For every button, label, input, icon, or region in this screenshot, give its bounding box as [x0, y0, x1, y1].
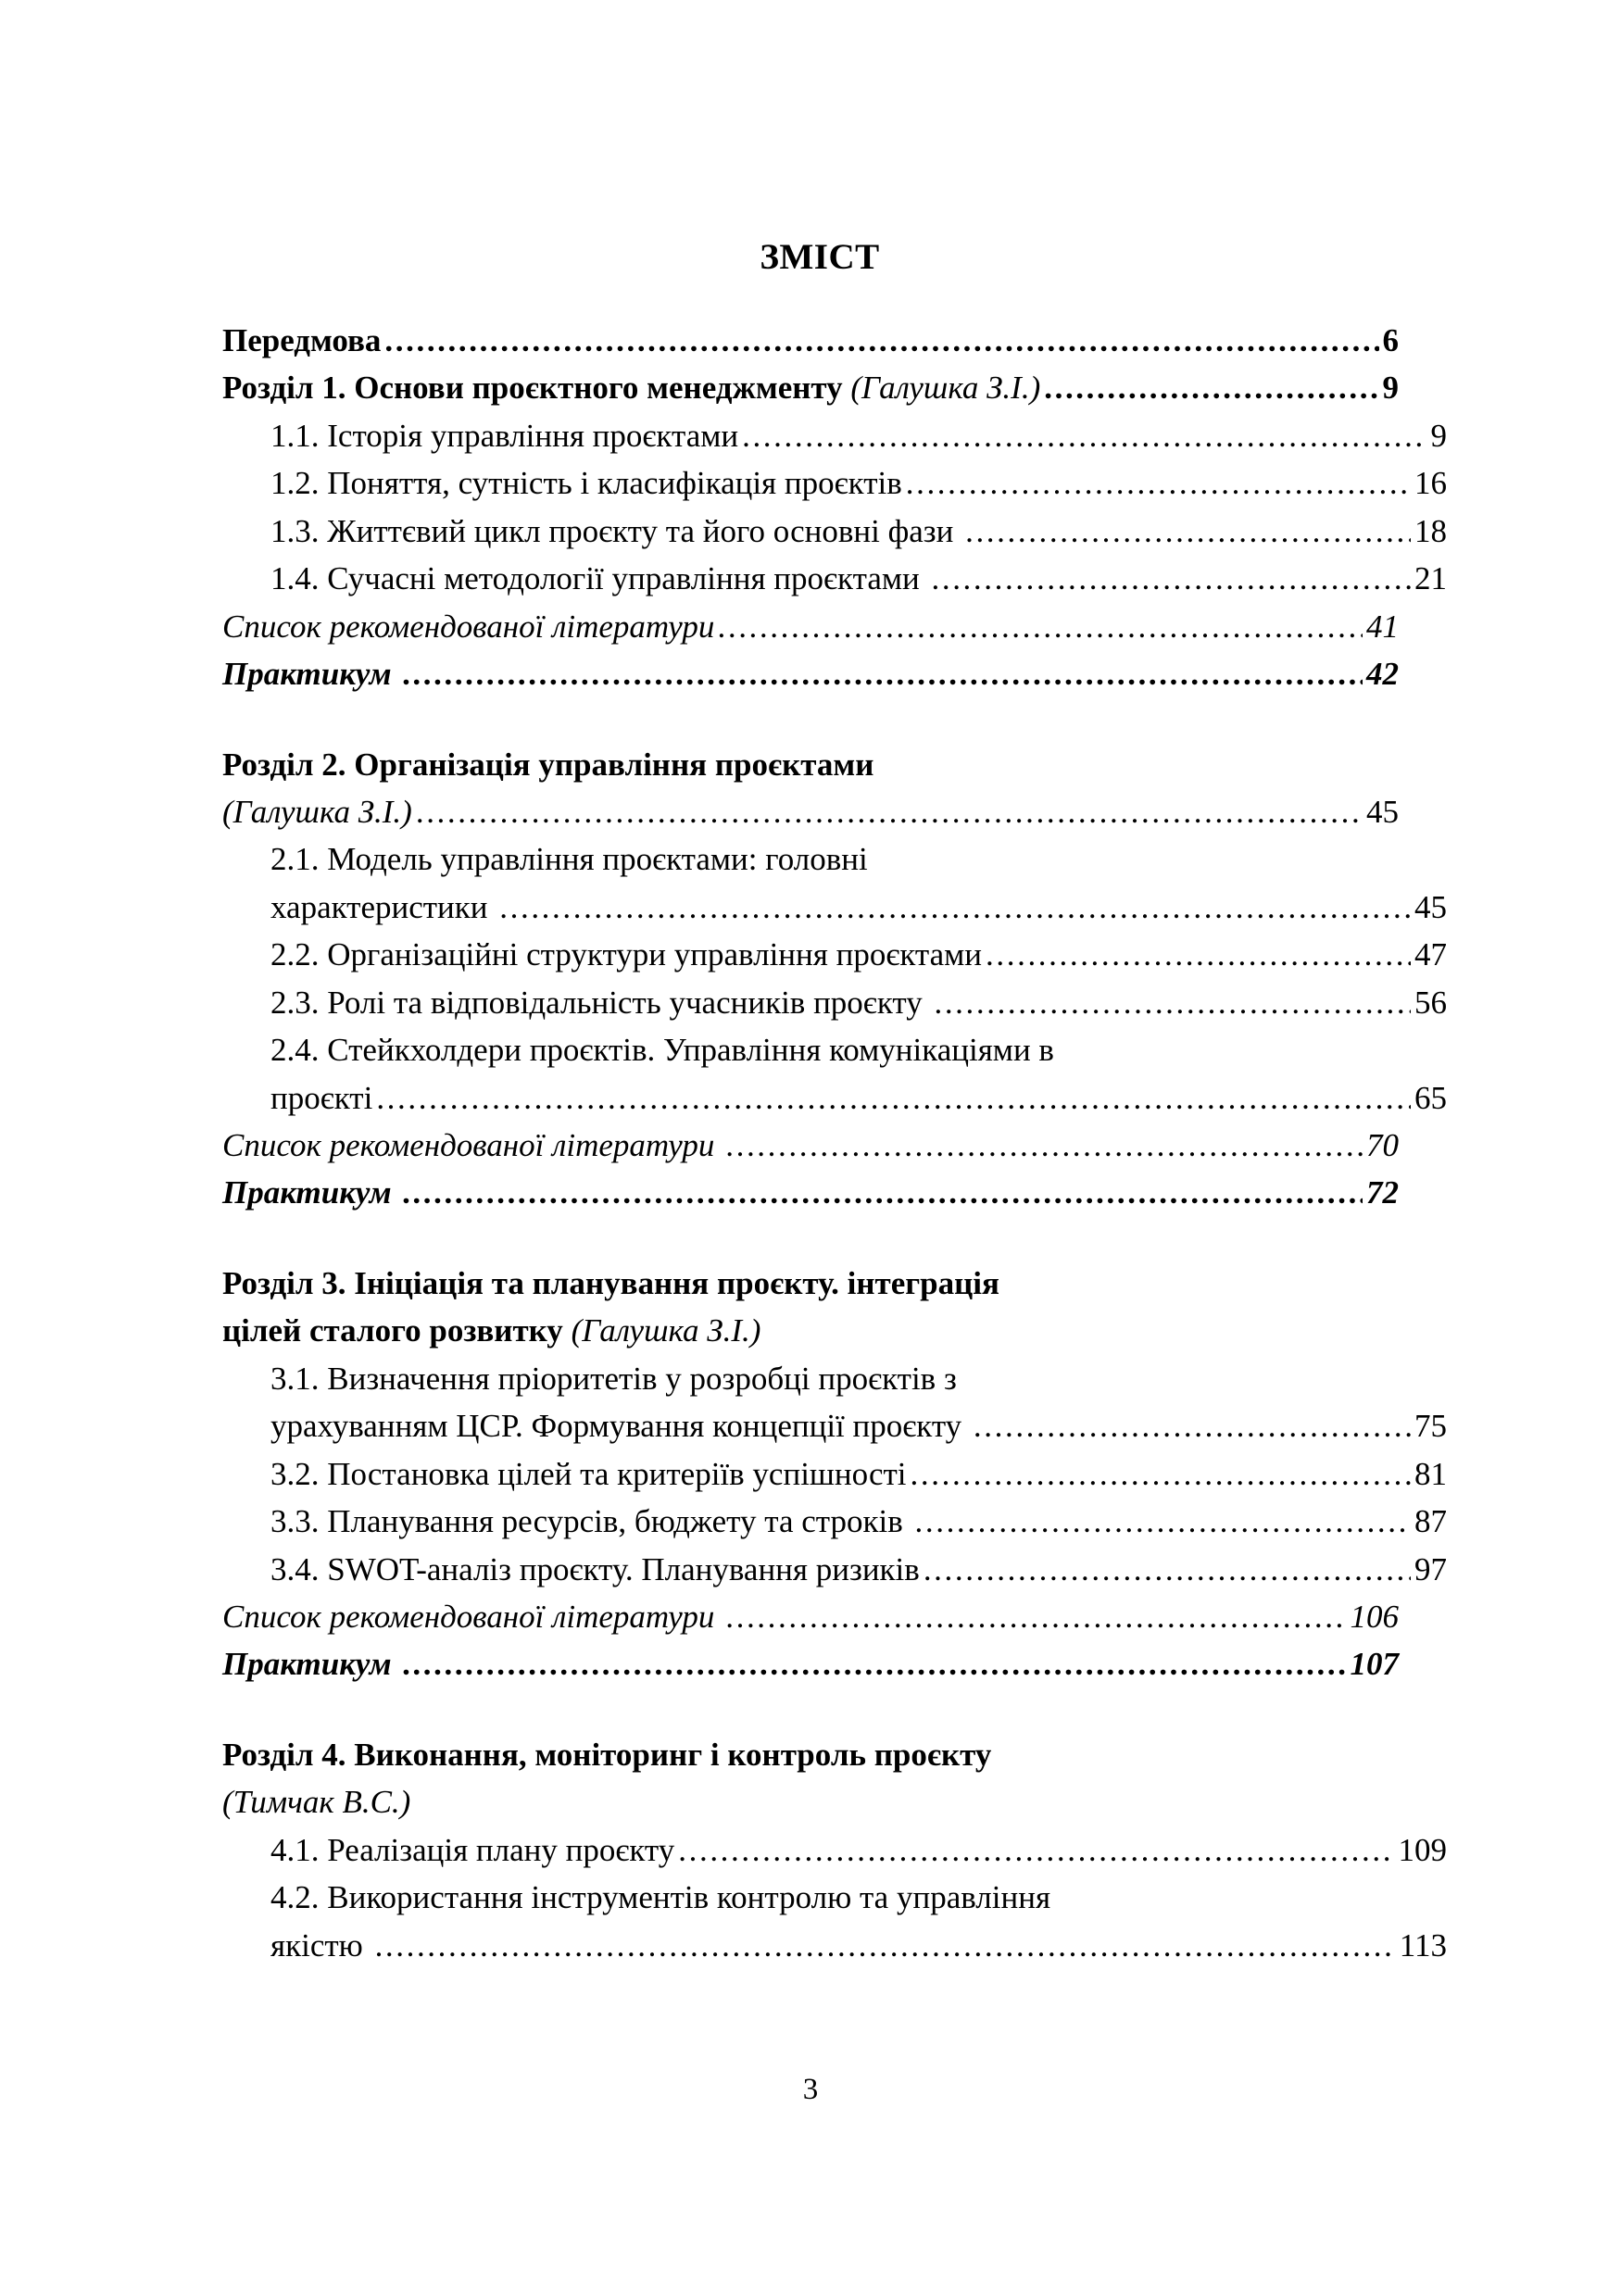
toc-entry-label: 1.1. Історія управління проєктами: [270, 417, 739, 454]
toc-subsection-entry[interactable]: [222, 412, 1447, 459]
toc-entry-label: 3.2. Постановка цілей та критеріїв успішності: [270, 1455, 907, 1492]
toc-practicum-entry[interactable]: [222, 1169, 1399, 1216]
dot-leader: [384, 317, 1378, 364]
toc-entry-label: Практикум: [222, 1174, 400, 1211]
toc-list: [222, 317, 1447, 1969]
toc-literature-entry[interactable]: [222, 1593, 1399, 1640]
toc-entry-label: проєкті: [270, 1079, 373, 1116]
toc-entry-label: Розділ 3. Ініціація та планування проєкту. інтеграція: [222, 1264, 999, 1301]
toc-entry-label: 3.3. Планування ресурсів, бюджету та строків: [270, 1503, 911, 1540]
toc-entry-page-number: 109: [1398, 1831, 1447, 1868]
toc-subsection-entry[interactable]: [222, 1546, 1447, 1593]
toc-subsection-entry-line1[interactable]: [222, 1874, 1399, 1921]
toc-entry-page-number: 9: [1382, 370, 1399, 407]
toc-subsection-entry-line1[interactable]: [222, 1355, 1399, 1402]
toc-subsection-entry-line2[interactable]: [222, 1402, 1447, 1449]
toc-entry-page-number: 45: [1414, 888, 1447, 925]
toc-subsection-entry[interactable]: [222, 979, 1447, 1026]
toc-chapter-author-line[interactable]: [222, 1778, 1399, 1826]
dot-leader: [726, 1122, 1363, 1169]
toc-chapter-entry-line1[interactable]: [222, 1260, 1399, 1307]
dot-leader: [965, 508, 1411, 555]
dot-leader: [403, 650, 1363, 697]
toc-entry-page-number: 106: [1350, 1598, 1399, 1635]
dot-leader: [932, 555, 1412, 602]
toc-subsection-entry[interactable]: [222, 508, 1447, 555]
toc-entry-page-number: 87: [1414, 1503, 1447, 1540]
dot-leader: [403, 1640, 1346, 1687]
toc-entry-label: 2.1. Модель управління проєктами: головні: [270, 841, 868, 878]
toc-subsection-entry[interactable]: [222, 1498, 1447, 1545]
toc-subsection-entry[interactable]: [222, 555, 1447, 602]
toc-entry-page-number: 18: [1414, 512, 1447, 549]
toc-entry-page-number: 21: [1414, 560, 1447, 597]
toc-entry-page-number: 97: [1414, 1550, 1447, 1587]
toc-entry-page-number: 47: [1414, 936, 1447, 973]
dot-leader: [376, 1074, 1411, 1122]
page-title: ЗМІСТ: [760, 237, 880, 277]
dot-leader: [911, 1450, 1411, 1498]
dot-leader: [375, 1922, 1396, 1969]
dot-leader: [934, 979, 1411, 1026]
toc-entry-page-number: 16: [1414, 465, 1447, 502]
toc-entry-label: якістю: [270, 1926, 371, 1964]
dot-leader: [403, 1169, 1363, 1216]
toc-entry-label: Розділ 1. Основи проєктного менеджменту: [222, 370, 851, 407]
toc-entry-label: 4.1. Реалізація плану проєкту: [270, 1831, 675, 1868]
toc-subsection-entry-line2[interactable]: [222, 1074, 1447, 1122]
section-spacer: [222, 1688, 1399, 1731]
toc-entry-page-number: 75: [1414, 1408, 1447, 1445]
dot-leader: [1044, 364, 1378, 411]
toc-entry-page-number: 65: [1414, 1079, 1447, 1116]
toc-subsection-entry[interactable]: [222, 1450, 1447, 1498]
toc-entry-label: цілей сталого розвитку: [222, 1312, 572, 1349]
toc-subsection-entry[interactable]: [222, 459, 1447, 507]
toc-entry-label: Список рекомендованої літератури: [222, 608, 715, 645]
toc-entry-label: Список рекомендованої літератури: [222, 1598, 723, 1635]
toc-subsection-entry-line2[interactable]: [222, 884, 1447, 931]
toc-entry-page-number: 56: [1414, 984, 1447, 1021]
toc-entry-label: 1.3. Життєвий цикл проєкту та його основні фази: [270, 512, 962, 549]
toc-practicum-entry[interactable]: [222, 650, 1399, 697]
dot-leader: [986, 931, 1411, 978]
toc-entry-label: 1.4. Сучасні методології управління проєктами: [270, 560, 928, 597]
dot-leader: [924, 1546, 1411, 1593]
toc-chapter-entry[interactable]: [222, 364, 1399, 411]
toc-entry-page-number: 42: [1366, 656, 1399, 693]
toc-entry-label: Практикум: [222, 656, 400, 693]
toc-chapter-entry[interactable]: [222, 317, 1399, 364]
dot-leader: [499, 884, 1411, 931]
toc-chapter-entry-line2[interactable]: [222, 1307, 1399, 1354]
toc-entry-label: 1.2. Поняття, сутність і класифікація проєктів: [270, 465, 902, 502]
page-folio: 3: [802, 2073, 819, 2106]
toc-entry-page-number: 72: [1366, 1174, 1399, 1211]
toc-entry-label: Список рекомендованої літератури: [222, 1127, 723, 1163]
toc-entry-page-number: 107: [1350, 1646, 1399, 1683]
dot-leader: [678, 1826, 1394, 1874]
toc-entry-label: 2.3. Ролі та відповідальність учасників проєкту: [270, 984, 931, 1021]
toc-entry-author: (Галушка З.І.): [850, 370, 1041, 407]
toc-entry-label: Розділ 2. Організація управління проєктами: [222, 746, 874, 783]
dot-leader: [974, 1402, 1411, 1449]
toc-literature-entry[interactable]: [222, 603, 1399, 650]
toc-entry-author: (Галушка З.І.): [571, 1312, 761, 1349]
toc-entry-label: урахуванням ЦСР. Формування концепції проєкту: [270, 1408, 970, 1445]
toc-entry-label: 2.2. Організаційні структури управління проєктами: [270, 936, 983, 973]
toc-subsection-entry-line1[interactable]: [222, 1026, 1399, 1073]
toc-entry-page-number: 41: [1366, 608, 1399, 645]
toc-chapter-entry-line1[interactable]: [222, 1731, 1399, 1778]
toc-entry-page-number: 81: [1414, 1455, 1447, 1492]
toc-subsection-entry[interactable]: [222, 931, 1447, 978]
toc-entry-label: 2.4. Стейкхолдери проєктів. Управління комунікаціями в: [270, 1032, 1054, 1069]
section-spacer: [222, 698, 1399, 741]
dot-leader: [742, 412, 1426, 459]
toc-entry-page-number: 9: [1430, 417, 1447, 454]
toc-entry-label: характеристики: [270, 888, 496, 925]
toc-entry-label: Передмова: [222, 322, 382, 358]
dot-leader: [906, 459, 1411, 507]
toc-entry-label: 3.4. SWOT-аналіз проєкту. Планування ризиків: [270, 1550, 920, 1587]
toc-practicum-entry[interactable]: [222, 1640, 1399, 1687]
toc-entry-page-number: 45: [1366, 793, 1399, 830]
toc-entry-author: (Тимчак В.С.): [222, 1784, 411, 1821]
toc-subsection-entry-line1[interactable]: [222, 835, 1399, 883]
toc-chapter-entry-line1[interactable]: [222, 741, 1399, 788]
toc-entry-page-number: 113: [1399, 1926, 1447, 1964]
toc-subsection-entry-line2[interactable]: [222, 1922, 1447, 1969]
dot-leader: [416, 788, 1363, 835]
section-spacer: [222, 1217, 1399, 1260]
dot-leader: [718, 603, 1363, 650]
toc-entry-label: 3.1. Визначення пріоритетів у розробці проєктів з: [270, 1360, 957, 1397]
toc-entry-page-number: 6: [1382, 322, 1399, 358]
toc-chapter-entry-line2[interactable]: [222, 788, 1399, 835]
toc-entry-label: Розділ 4. Виконання, моніторинг і контроль проєкту: [222, 1736, 992, 1773]
toc-entry-label: Практикум: [222, 1646, 400, 1683]
toc-literature-entry[interactable]: [222, 1122, 1399, 1169]
dot-leader: [726, 1593, 1346, 1640]
toc-entry-label: 4.2. Використання інструментів контролю та управління: [270, 1879, 1051, 1916]
toc-entry-author: (Галушка З.І.): [222, 793, 412, 830]
toc-subsection-entry[interactable]: [222, 1826, 1447, 1874]
dot-leader: [915, 1498, 1411, 1545]
toc-entry-page-number: 70: [1366, 1127, 1399, 1163]
